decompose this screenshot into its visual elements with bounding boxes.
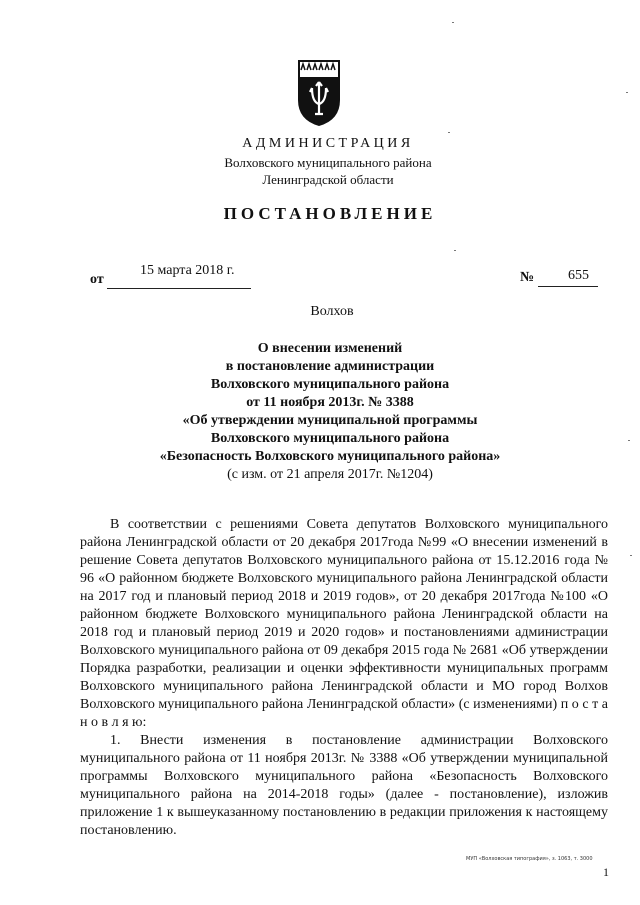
number-value: 655: [568, 268, 589, 283]
number-label: №: [520, 270, 535, 285]
date-value: 15 марта 2018 г.: [140, 263, 235, 278]
page-number: 1: [603, 865, 609, 879]
number-underline: [538, 286, 598, 287]
printer-note: МУП «Волховская типография», з. 1063, т. 3000: [466, 856, 593, 862]
subject-line: от 11 ноября 2013г. № 3388: [246, 395, 414, 410]
date-label: от: [90, 272, 104, 287]
subject-line: в постановление администрации: [225, 359, 435, 374]
subject-line: «Безопасность Волховского муниципального района»: [159, 449, 501, 464]
document-type-title: ПОСТАНОВЛЕНИЕ: [223, 204, 437, 223]
scan-speck: [628, 440, 630, 441]
scan-speck: [448, 132, 450, 133]
city-name: Волхов: [310, 304, 354, 319]
scan-speck: [454, 250, 456, 251]
scan-speck: [452, 22, 454, 23]
subject-line: «Об утверждении муниципальной программы: [182, 413, 478, 428]
body-paragraph-preamble: В соответствии с решениями Совета депутатов Волховского муниципального района Ленинградской области от 20 декабря 2017года №99 «О внесении изменений в решение Совета депутатов Волховского муниципального района от 15.12.2016 года № 96 «О районном бюджете Волховского муниципального района Ленинградской области на 2017 год и плановый период 2018 и 2019 годов», от 20 декабря 2017года №100 «О районном бюджете Волховского муниципального района Ленинградской области на 2018 год и плановый период 2019 и 2020 годов» и постановлениями администрации Волховского муниципального района от 09 декабря 2015 года № 2681 «Об утверждении Порядка разработки, реализации и оценки эффективности муниципальных программ Волховского муниципального района Ленинградской области и МО город Волхов Волховского муниципального района Ленинградской области» (с изменениями) п о с т а н о в л я ю:: [80, 517, 608, 730]
subject-block: [130, 340, 530, 484]
subject-amendment-note: (с изм. от 21 апреля 2017г. №1204): [227, 467, 433, 482]
scan-speck: [630, 555, 632, 556]
subject-line: Волховского муниципального района: [210, 431, 450, 446]
subject-line: О внесении изменений: [257, 341, 403, 356]
body-paragraph-item-1: 1. Внести изменения в постановление администрации Волховского муниципального района от 11 ноября 2013г. № 3388 «Об утверждении муниципальной программы Волховского муниципального района «Безопасность Волховского муниципального района на 2014-2018 годы» (далее - постановление), изложив приложение 1 к вышеуказанному постановлению в редакции приложения к настоящему постановлению.: [80, 733, 608, 838]
scan-speck: [626, 92, 628, 93]
subject-line: Волховского муниципального района: [210, 377, 450, 392]
body-text: [80, 516, 608, 840]
coat-of-arms-icon: [296, 58, 342, 128]
admin-title: АДМИНИСТРАЦИЯ: [242, 136, 414, 151]
admin-district-line: Волховского муниципального района: [224, 155, 432, 170]
admin-region-line: Ленинградской области: [262, 172, 394, 187]
date-underline: [107, 288, 251, 289]
